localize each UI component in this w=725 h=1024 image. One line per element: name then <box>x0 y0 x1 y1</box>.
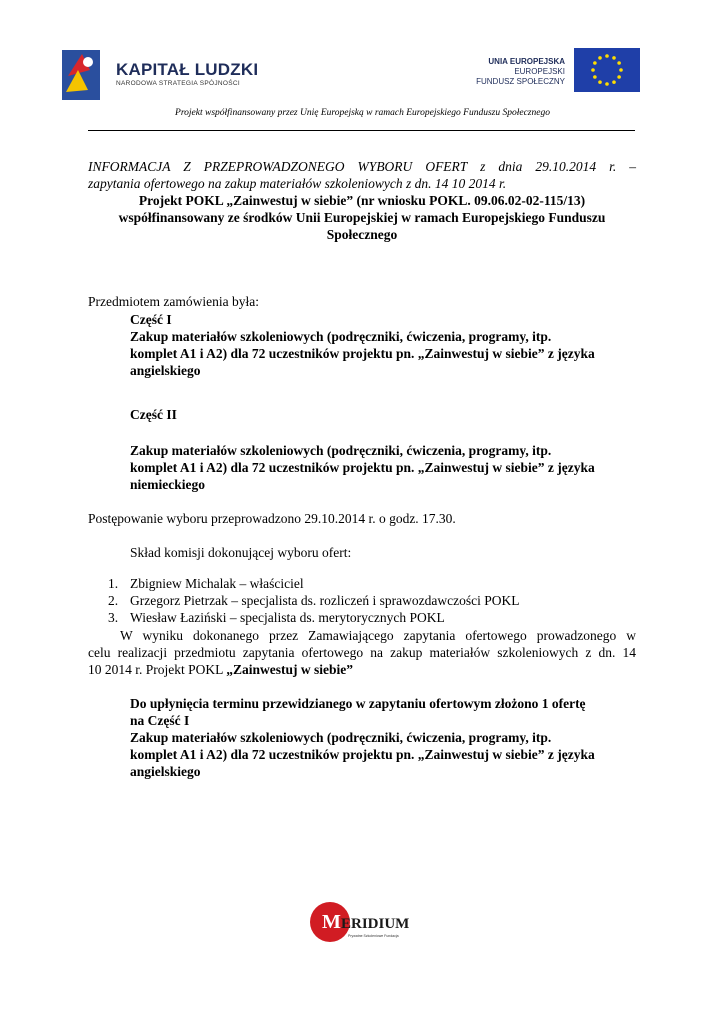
part2-line3: niemieckiego <box>130 477 205 492</box>
part1-line3: angielskiego <box>130 363 201 378</box>
part2-line1: Zakup materiałów szkoleniowych (podręczniki, ćwiczenia, programy, itp. <box>130 443 552 458</box>
result-line1-text: W wyniku dokonanego przez Zamawiającego zapytania ofertowego prowadzonego w <box>120 628 636 643</box>
part1-label: Część I <box>130 312 172 327</box>
member-text: Grzegorz Pietrzak – specjalista ds. rozliczeń i sprawozdawczości POKL <box>130 593 520 608</box>
result-line3-text: 10 2014 r. Projekt POKL <box>88 662 227 677</box>
meridium-tagline: Prywatne Szkoleniowe Fundacja <box>348 934 399 938</box>
committee-member <box>108 575 304 592</box>
member-number: 3. <box>108 610 119 625</box>
member-text: Wiesław Łaziński – specjalista ds. merytorycznych POKL <box>130 610 445 625</box>
committee-label: Skład komisji dokonującej wyboru ofert: <box>130 545 352 560</box>
kapital-ludzki-subtitle: NARODOWA STRATEGIA SPÓJNOŚCI <box>116 80 240 87</box>
part2-description <box>130 442 636 493</box>
eu-star-icon <box>617 75 621 79</box>
eu-star-icon <box>593 61 597 65</box>
final-line5: angielskiego <box>130 764 201 779</box>
part1-line1: Zakup materiałów szkoleniowych (podręczniki, ćwiczenia, programy, itp. <box>130 329 552 344</box>
committee-member <box>108 592 519 609</box>
part2-label: Część II <box>130 407 177 422</box>
result-line1 <box>88 627 636 644</box>
order-subject-label: Przedmiotem zamówienia była: <box>88 294 259 309</box>
eu-flag-icon <box>574 48 640 92</box>
eu-text-block <box>476 57 565 87</box>
member-number: 2. <box>108 593 119 608</box>
info-line2: zapytania ofertowego na zakup materiałów szkoleniowych z dn. 14 10 2014 r. <box>88 176 507 191</box>
member-number: 1. <box>108 576 119 591</box>
info-heading <box>88 158 636 192</box>
ue-line3: FUNDUSZ SPOŁECZNY <box>476 77 565 86</box>
info-line1: INFORMACJA Z PRZEPROWADZONEGO WYBORU OFERT z dnia 29.10.2014 r. – <box>88 159 636 174</box>
meridium-name: ERIDIUM <box>341 916 410 932</box>
procedure-date: Postępowanie wyboru przeprowadzono 29.10.2014 r. o godz. 17.30. <box>88 511 456 526</box>
project-line2: współfinansowany ze środków Unii Europejskiej w ramach Europejskiego Funduszu <box>118 210 606 225</box>
eu-star-icon <box>605 82 609 86</box>
eu-star-icon <box>591 68 595 72</box>
eu-star-icon <box>617 61 621 65</box>
header-divider <box>88 130 635 131</box>
result-line3 <box>88 661 636 678</box>
cofinancing-note: Projekt współfinansowany przez Unię Europejską w ramach Europejskiego Funduszu Społecznego <box>175 108 550 118</box>
result-project-name: „Zainwestuj w siebie” <box>226 662 354 677</box>
ue-line1: UNIA EUROPEJSKA <box>488 57 565 66</box>
part1-line2: komplet A1 i A2) dla 72 uczestników projektu pn. „Zainwestuj w siebie” z języka <box>130 346 595 361</box>
final-line3: Zakup materiałów szkoleniowych (podręczniki, ćwiczenia, programy, itp. <box>130 730 552 745</box>
kapital-ludzki-title: KAPITAŁ LUDZKI <box>116 60 259 79</box>
project-title <box>88 192 636 243</box>
project-line1: Projekt POKL „Zainwestuj w siebie” (nr wniosku POKL. 09.06.02-02-115/13) <box>138 193 586 208</box>
eu-star-icon <box>605 54 609 58</box>
eu-star-icon <box>598 56 602 60</box>
result-line2: celu realizacji przedmiotu zapytania ofertowego na zakup materiałów szkoleniowych z dn. 14 <box>88 645 636 660</box>
committee-member <box>108 609 445 626</box>
final-line2: na Część I <box>130 713 190 728</box>
meridium-logo <box>308 900 420 946</box>
meridium-m: M <box>322 911 341 933</box>
eu-star-icon <box>619 68 623 72</box>
member-text: Zbigniew Michalak – właściciel <box>130 576 304 591</box>
eu-star-icon <box>593 75 597 79</box>
eu-star-icon <box>598 80 602 84</box>
kl-star <box>83 57 93 67</box>
part1-description <box>130 328 636 379</box>
final-line1: Do upłynięcia terminu przewidzianego w zapytaniu ofertowym złożono 1 ofertę <box>130 696 586 711</box>
part2-line2: komplet A1 i A2) dla 72 uczestników projektu pn. „Zainwestuj w siebie” z języka <box>130 460 595 475</box>
eu-star-icon <box>612 56 616 60</box>
final-statement <box>130 695 636 780</box>
project-line3: Społecznego <box>326 227 398 242</box>
ue-line2: EUROPEJSKI <box>514 67 565 76</box>
result-paragraph <box>88 627 636 678</box>
final-line4: komplet A1 i A2) dla 72 uczestników projektu pn. „Zainwestuj w siebie” z języka <box>130 747 595 762</box>
eu-star-icon <box>612 80 616 84</box>
